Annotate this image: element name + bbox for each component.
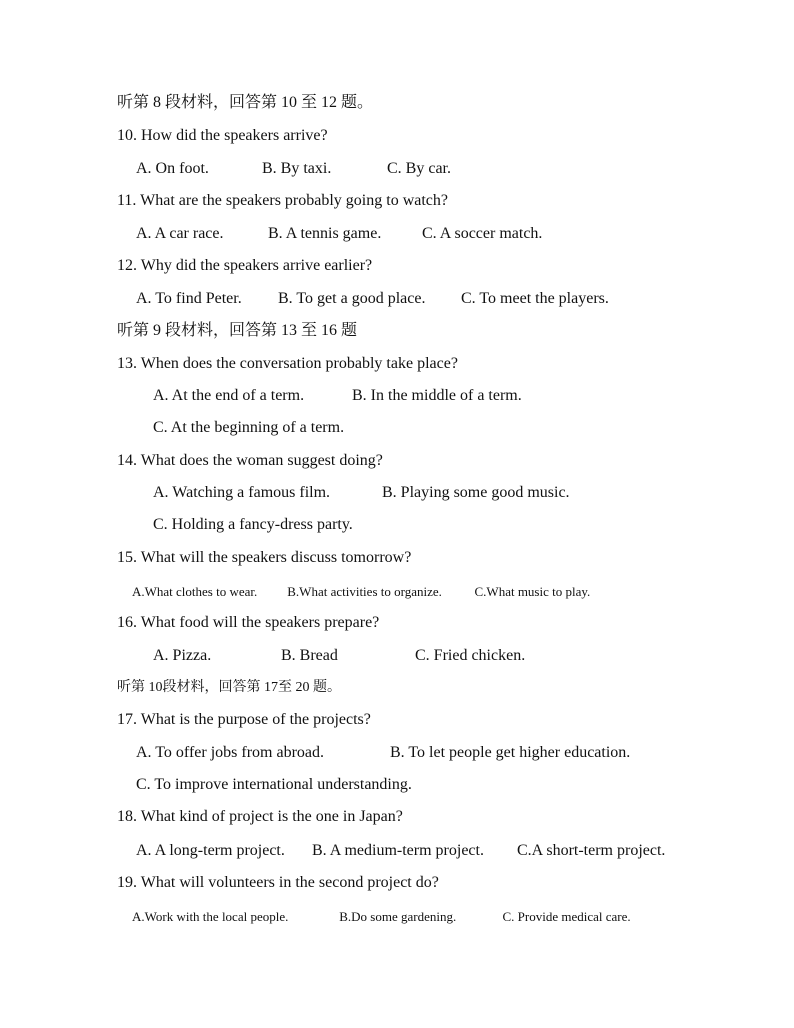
option-c: C.What music to play.: [474, 584, 591, 599]
question-19: 19. What will volunteers in the second project do?: [117, 874, 439, 891]
option-b: B. To let people get higher education.: [390, 744, 631, 761]
question-16: 16. What food will the speakers prepare?: [117, 614, 380, 631]
option-a: A. To find Peter.: [136, 290, 242, 307]
option-b: B. A tennis game.: [268, 225, 382, 242]
option-a: A.Work with the local people.: [132, 909, 289, 924]
question-17: 17. What is the purpose of the projects?: [117, 711, 371, 728]
question-14: 14. What does the woman suggest doing?: [117, 452, 383, 469]
option-b: B. A medium-term project.: [312, 842, 484, 859]
question-12: 12. Why did the speakers arrive earlier?: [117, 257, 373, 274]
section-header: 听第 10段材料，回答第 17至 20 题。: [117, 680, 341, 695]
option-a: A. At the end of a term.: [153, 387, 305, 404]
question-11: 11. What are the speakers probably going to watch?: [117, 192, 448, 209]
question-12-options: [136, 289, 609, 309]
option-c: C. To improve international understanding.: [136, 776, 412, 793]
option-b: B.What activities to organize.: [287, 584, 442, 599]
question-15-options: [132, 582, 590, 602]
option-c: C. At the beginning of a term.: [153, 419, 345, 436]
option-c: C. To meet the players.: [461, 290, 609, 307]
question-16-options: [153, 646, 525, 666]
option-b: B. Bread: [281, 647, 338, 664]
option-c: C. Fried chicken.: [415, 647, 526, 664]
option-a: A.What clothes to wear.: [132, 584, 258, 599]
option-b: B. To get a good place.: [278, 290, 426, 307]
option-b: B. By taxi.: [262, 160, 332, 177]
option-a: A. A long-term project.: [136, 842, 285, 859]
question-10-options: [136, 159, 451, 179]
option-a: A. To offer jobs from abroad.: [136, 744, 325, 761]
option-a: A. On foot.: [136, 160, 209, 177]
option-b: B.Do some gardening.: [339, 909, 457, 924]
option-c: C. A soccer match.: [422, 225, 543, 242]
option-c: C. By car.: [387, 160, 451, 177]
question-13-options-row1: [153, 386, 522, 406]
section-header: 听第 9 段材料，回答第 13 至 16 题: [117, 322, 358, 339]
option-a: A. A car race.: [136, 225, 224, 242]
option-a: A. Pizza.: [153, 647, 212, 664]
option-c: C. Provide medical care.: [502, 909, 631, 924]
option-b: B. Playing some good music.: [382, 484, 570, 501]
question-18-options: [136, 841, 665, 861]
option-c: C.A short-term project.: [517, 842, 666, 859]
question-17-options-row1: [136, 743, 630, 763]
section-header: 听第 8 段材料，回答第 10 至 12 题。: [117, 94, 374, 111]
question-19-options: [132, 907, 631, 927]
question-18: 18. What kind of project is the one in Japan?: [117, 808, 403, 825]
option-b: B. In the middle of a term.: [352, 387, 522, 404]
question-14-options-row1: [153, 483, 570, 503]
question-15: 15. What will the speakers discuss tomorrow?: [117, 549, 412, 566]
question-11-options: [136, 224, 542, 244]
option-a: A. Watching a famous film.: [153, 484, 331, 501]
question-13: 13. When does the conversation probably take place?: [117, 355, 458, 372]
question-10: 10. How did the speakers arrive?: [117, 127, 328, 144]
option-c: C. Holding a fancy-dress party.: [153, 516, 353, 533]
